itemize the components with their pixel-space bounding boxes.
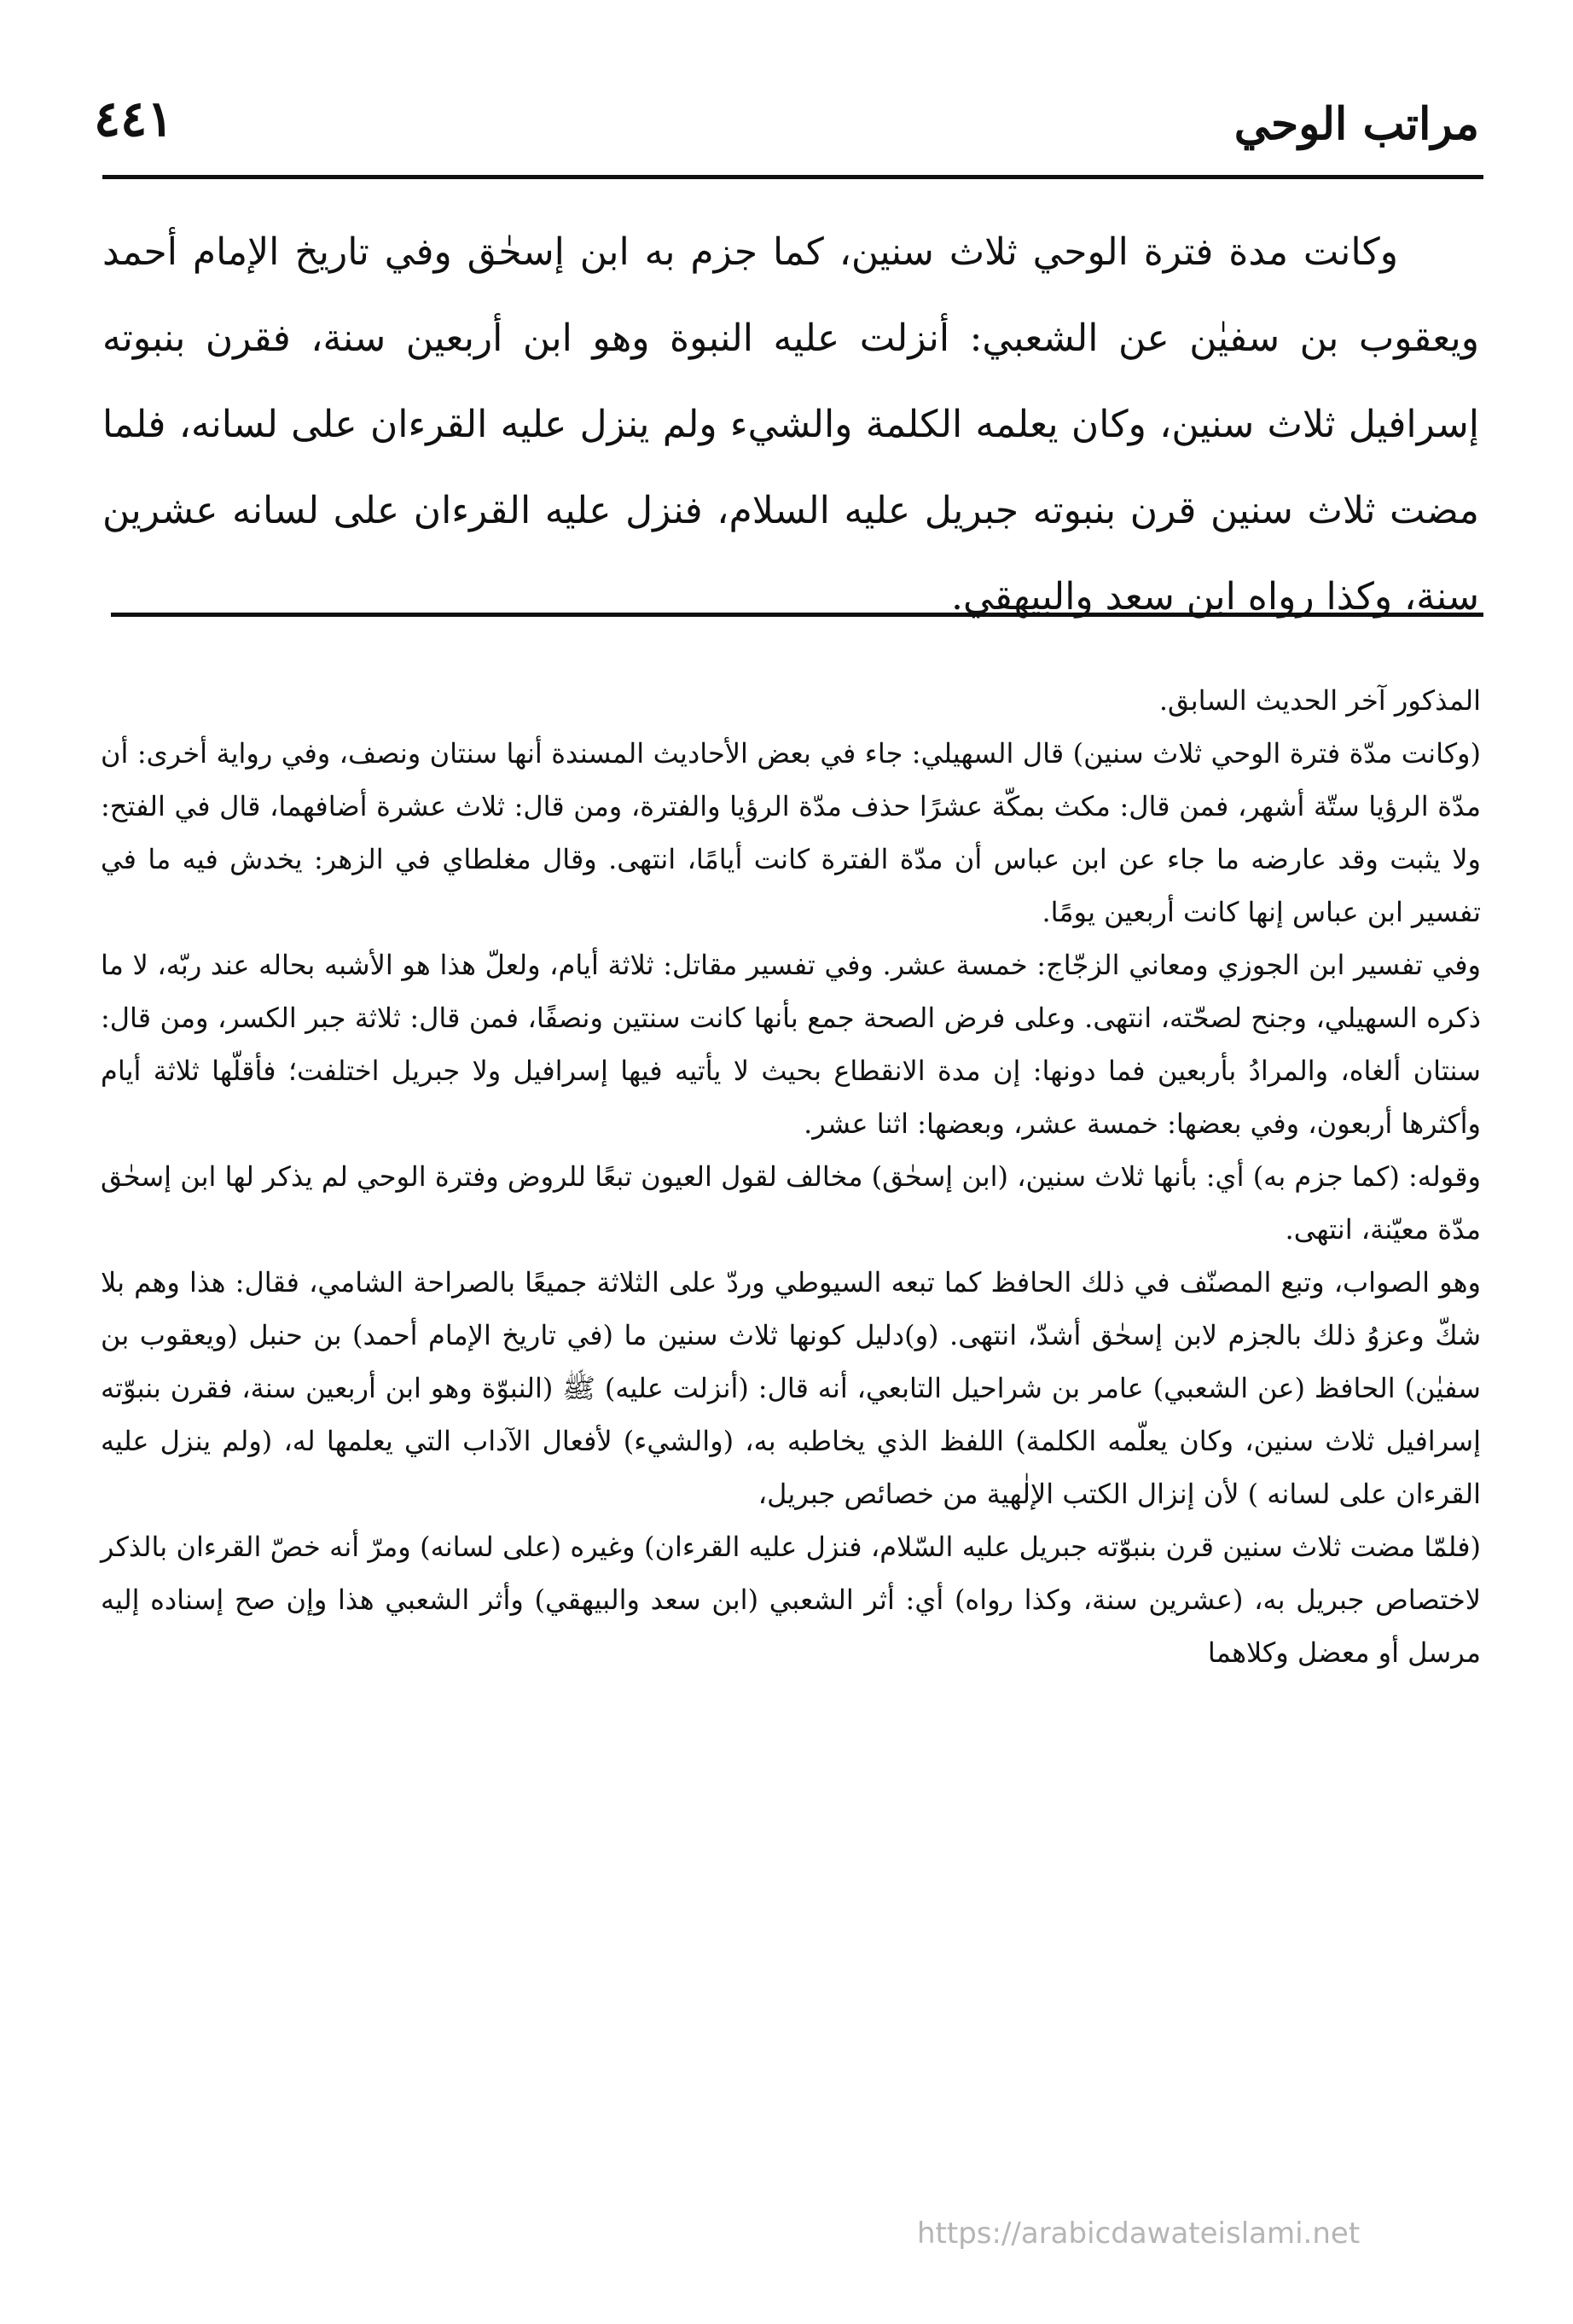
commentary-paragraph-5: وهو الصواب، وتبع المصنّف في ذلك الحافظ كما تبعه السيوطي وردّ على الثلاثة جميعًا بالصراحة الشامي، فقال: هذا وهم بلا شكّ وعزوُ ذلك بالجزم لابن إسحٰق أشدّ، انتهى. (و)دليل كونها ثلاث سنين ما (في تاريخ الإمام أحمد) بن حنبل (ويعقوب بن سفيٰن) الحافظ (عن الشعبي) عامر بن شراحيل التابعي، أنه قال: (أنزلت عليه) ﷺ (النبوّة وهو ابن أربعين سنة، فقرن بنبوّته إسرافيل ثلاث سنين، وكان يعلّمه الكلمة) اللفظ الذي يخاطبه به، (والشيء) لأفعال الآداب التي يعلمها له، (ولم ينزل عليه القرءان على لسانه ) لأن إنزال الكتب الإلٰهية من خصائص جبريل، [101, 1266, 1481, 1510]
commentary-paragraph-1: المذكور آخر الحديث السابق. [1158, 684, 1481, 717]
page-number: ٤٤١ [94, 90, 174, 148]
commentary-paragraph-4: وقوله: (كما جزم به) أي: بأنها ثلاث سنين، (ابن إسحٰق) مخالف لقول العيون تبعًا للروض وفترة الوحي لم يذكر لها ابن إسحٰق مدّة معيّنة، انتهى. [101, 1160, 1481, 1246]
commentary-paragraph-2: (وكانت مدّة فترة الوحي ثلاث سنين) قال السهيلي: جاء في بعض الأحاديث المسندة أنها سنتان ونصف، وفي رواية أخرى: أن مدّة الرؤيا ستّة أشهر، فمن قال: مكث بمكّة عشرًا حذف مدّة الرؤيا والفترة، ومن قال: ثلاث عشرة أضافهما، قال في الفتح: ولا يثبت وقد عارضه ما جاء عن ابن عباس أن مدّة الفترة كانت أيامًا، انتهى. وقال مغلطاي في الزهر: يخدش فيه ما في تفسير ابن عباس إنها كانت أربعين يومًا. [101, 737, 1482, 928]
running-title: مراتب الوحي [1233, 98, 1479, 150]
header-rule [102, 175, 1483, 179]
watermark-url: https://arabicdawateislami.net [917, 2217, 1361, 2251]
commentary-block [101, 674, 1481, 1679]
main-paragraph: وكانت مدة فترة الوحي ثلاث سنين، كما جزم به ابن إسحٰق وفي تاريخ الإمام أحمد ويعقوب بن سفيٰن عن الشعبي: أنزلت عليه النبوة وهو ابن أربعين سنة، فقرن بنبوته إسرافيل ثلاث سنين، وكان يعلمه الكلمة والشيء ولم ينزل عليه القرءان على لسانه، فلما مضت ثلاث سنين قرن بنبوته جبريل عليه السلام، فنزل عليه القرءان على لسانه عشرين سنة، وكذا رواه ابن سعد والبيهقي. [102, 230, 1479, 619]
page-header [94, 81, 1479, 166]
separator-rule [111, 613, 1483, 617]
main-text-block [102, 209, 1479, 640]
commentary-paragraph-6: (فلمّا مضت ثلاث سنين قرن بنبوّته جبريل عليه السّلام، فنزل عليه القرءان) وغيره (على لسانه) ومرّ أنه خصّ القرءان بالذكر لاختصاص جبريل به، (عشرين سنة، وكذا رواه) أي: أثر الشعبي (ابن سعد والبيهقي) وأثر الشعبي هذا وإن صح إسناده إليه مرسل أو معضل وكلاهما [101, 1531, 1481, 1669]
commentary-paragraph-3: وفي تفسير ابن الجوزي ومعاني الزجّاج: خمسة عشر. وفي تفسير مقاتل: ثلاثة أيام، ولعلّ هذا هو الأشبه بحاله عند ربّه، لا ما ذكره السهيلي، وجنح لصحّته، انتهى. وعلى فرض الصحة جمع بأنها كانت سنتين ونصفًا، فمن قال: ثلاثة جبر الكسر، ومن قال: سنتان ألغاه، والمرادُ بأربعين فما دونها: إن مدة الانقطاع بحيث لا يأتيه فيها إسرافيل ولا جبريل اختلفت؛ فأقلّها ثلاثة أيام وأكثرها أربعون، وفي بعضها: خمسة عشر، وبعضها: اثنا عشر. [101, 949, 1482, 1140]
